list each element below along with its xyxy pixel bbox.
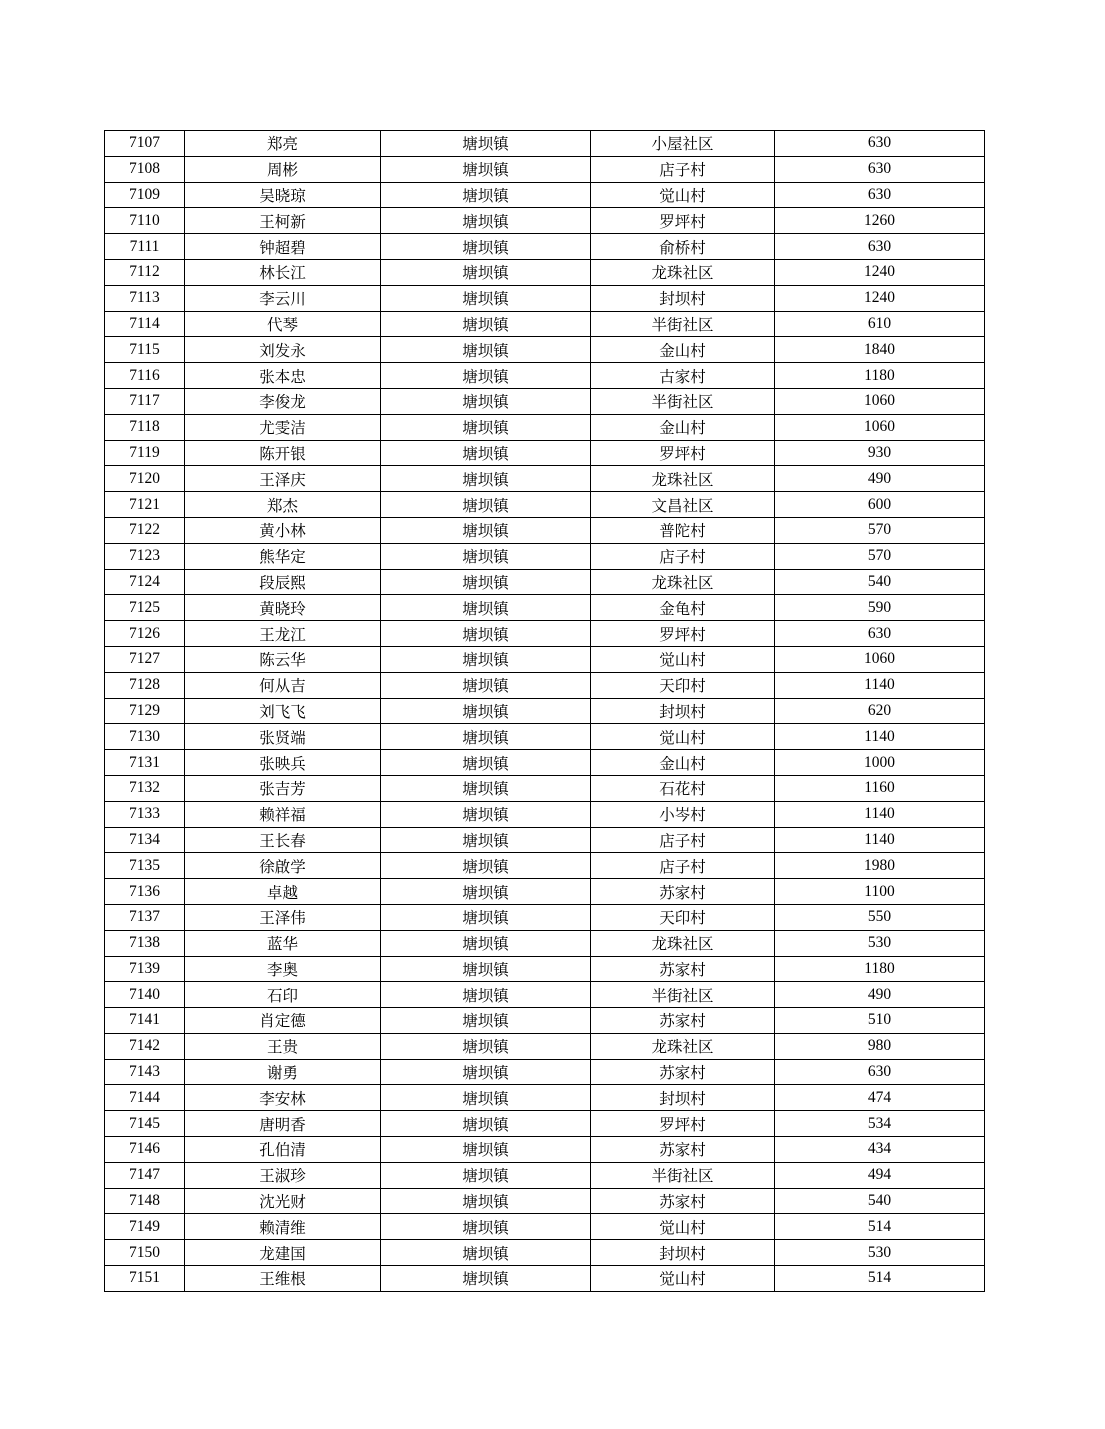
table-cell-name: 郑亮 bbox=[185, 131, 381, 157]
table-cell-id: 7111 bbox=[105, 234, 185, 260]
table-row bbox=[105, 698, 985, 724]
table-cell-town: 塘坝镇 bbox=[381, 930, 591, 956]
table-cell-name: 钟超碧 bbox=[185, 234, 381, 260]
table-cell-amount: 1180 bbox=[775, 363, 985, 389]
table-cell-village: 店子村 bbox=[591, 827, 775, 853]
table-cell-town: 塘坝镇 bbox=[381, 646, 591, 672]
table-cell-village: 半街社区 bbox=[591, 982, 775, 1008]
table-cell-id: 7120 bbox=[105, 466, 185, 492]
table-row bbox=[105, 156, 985, 182]
table-row bbox=[105, 363, 985, 389]
table-cell-amount: 980 bbox=[775, 1033, 985, 1059]
table-cell-village: 觉山村 bbox=[591, 646, 775, 672]
table-cell-id: 7130 bbox=[105, 724, 185, 750]
table-cell-town: 塘坝镇 bbox=[381, 234, 591, 260]
table-cell-village: 店子村 bbox=[591, 543, 775, 569]
table-cell-id: 7148 bbox=[105, 1188, 185, 1214]
table-cell-amount: 930 bbox=[775, 440, 985, 466]
table-cell-village: 半街社区 bbox=[591, 388, 775, 414]
table-cell-amount: 1240 bbox=[775, 285, 985, 311]
table-cell-village: 觉山村 bbox=[591, 1266, 775, 1292]
table-row bbox=[105, 621, 985, 647]
table-cell-id: 7151 bbox=[105, 1266, 185, 1292]
table-row bbox=[105, 1059, 985, 1085]
table-cell-name: 黄晓玲 bbox=[185, 595, 381, 621]
table-cell-amount: 570 bbox=[775, 517, 985, 543]
table-cell-town: 塘坝镇 bbox=[381, 827, 591, 853]
table-cell-town: 塘坝镇 bbox=[381, 569, 591, 595]
table-cell-id: 7108 bbox=[105, 156, 185, 182]
table-cell-amount: 1260 bbox=[775, 208, 985, 234]
table-cell-amount: 1240 bbox=[775, 259, 985, 285]
table-cell-amount: 530 bbox=[775, 930, 985, 956]
table-cell-amount: 494 bbox=[775, 1162, 985, 1188]
table-cell-town: 塘坝镇 bbox=[381, 440, 591, 466]
table-cell-name: 郑杰 bbox=[185, 492, 381, 518]
table-cell-id: 7142 bbox=[105, 1033, 185, 1059]
table-cell-town: 塘坝镇 bbox=[381, 1188, 591, 1214]
table-cell-id: 7126 bbox=[105, 621, 185, 647]
table-cell-village: 觉山村 bbox=[591, 182, 775, 208]
table-cell-id: 7118 bbox=[105, 414, 185, 440]
table-row bbox=[105, 311, 985, 337]
table-row bbox=[105, 982, 985, 1008]
table-row bbox=[105, 208, 985, 234]
table-cell-amount: 570 bbox=[775, 543, 985, 569]
table-cell-town: 塘坝镇 bbox=[381, 182, 591, 208]
table-cell-name: 张本忠 bbox=[185, 363, 381, 389]
table-cell-name: 陈开银 bbox=[185, 440, 381, 466]
table-cell-name: 李奥 bbox=[185, 956, 381, 982]
table-cell-village: 苏家村 bbox=[591, 956, 775, 982]
table-cell-name: 李安林 bbox=[185, 1085, 381, 1111]
table-cell-amount: 1180 bbox=[775, 956, 985, 982]
table-cell-town: 塘坝镇 bbox=[381, 285, 591, 311]
table-cell-id: 7150 bbox=[105, 1240, 185, 1266]
table-cell-id: 7107 bbox=[105, 131, 185, 157]
table-cell-id: 7127 bbox=[105, 646, 185, 672]
table-row bbox=[105, 595, 985, 621]
table-row bbox=[105, 492, 985, 518]
table-cell-amount: 630 bbox=[775, 182, 985, 208]
table-cell-name: 王维根 bbox=[185, 1266, 381, 1292]
table-cell-amount: 514 bbox=[775, 1266, 985, 1292]
table-row bbox=[105, 259, 985, 285]
table-cell-village: 店子村 bbox=[591, 853, 775, 879]
table-row bbox=[105, 234, 985, 260]
table-cell-id: 7112 bbox=[105, 259, 185, 285]
table-cell-town: 塘坝镇 bbox=[381, 1266, 591, 1292]
table-cell-amount: 1140 bbox=[775, 827, 985, 853]
table-cell-amount: 590 bbox=[775, 595, 985, 621]
table-cell-name: 蓝华 bbox=[185, 930, 381, 956]
table-row bbox=[105, 1240, 985, 1266]
table-cell-id: 7141 bbox=[105, 1008, 185, 1034]
table-cell-id: 7109 bbox=[105, 182, 185, 208]
table-cell-town: 塘坝镇 bbox=[381, 1137, 591, 1163]
table-row bbox=[105, 569, 985, 595]
table-row bbox=[105, 750, 985, 776]
table-cell-amount: 630 bbox=[775, 621, 985, 647]
table-cell-village: 龙珠社区 bbox=[591, 569, 775, 595]
table-row bbox=[105, 388, 985, 414]
table-cell-id: 7140 bbox=[105, 982, 185, 1008]
table-cell-amount: 630 bbox=[775, 156, 985, 182]
table-cell-name: 孔伯清 bbox=[185, 1137, 381, 1163]
table-row bbox=[105, 543, 985, 569]
table-cell-amount: 434 bbox=[775, 1137, 985, 1163]
table-cell-name: 李俊龙 bbox=[185, 388, 381, 414]
table-cell-amount: 600 bbox=[775, 492, 985, 518]
table-row bbox=[105, 517, 985, 543]
table-row bbox=[105, 956, 985, 982]
table-cell-amount: 630 bbox=[775, 234, 985, 260]
table-cell-village: 文昌社区 bbox=[591, 492, 775, 518]
table-cell-village: 金山村 bbox=[591, 414, 775, 440]
table-cell-town: 塘坝镇 bbox=[381, 466, 591, 492]
table-cell-village: 封坝村 bbox=[591, 285, 775, 311]
table-row bbox=[105, 646, 985, 672]
table-cell-id: 7122 bbox=[105, 517, 185, 543]
table-cell-id: 7121 bbox=[105, 492, 185, 518]
table-row bbox=[105, 1266, 985, 1292]
table-cell-id: 7125 bbox=[105, 595, 185, 621]
table-cell-village: 天印村 bbox=[591, 904, 775, 930]
table-cell-name: 尤雯洁 bbox=[185, 414, 381, 440]
table-cell-village: 苏家村 bbox=[591, 1188, 775, 1214]
table-cell-village: 苏家村 bbox=[591, 1137, 775, 1163]
table-cell-amount: 534 bbox=[775, 1111, 985, 1137]
table-cell-town: 塘坝镇 bbox=[381, 982, 591, 1008]
table-cell-village: 苏家村 bbox=[591, 1059, 775, 1085]
table-cell-town: 塘坝镇 bbox=[381, 311, 591, 337]
table-cell-id: 7128 bbox=[105, 672, 185, 698]
table-cell-amount: 1160 bbox=[775, 775, 985, 801]
table-row bbox=[105, 1214, 985, 1240]
table-cell-town: 塘坝镇 bbox=[381, 414, 591, 440]
table-row bbox=[105, 853, 985, 879]
table-cell-town: 塘坝镇 bbox=[381, 853, 591, 879]
table-cell-village: 金山村 bbox=[591, 750, 775, 776]
table-cell-name: 周彬 bbox=[185, 156, 381, 182]
table-cell-name: 吴晓琼 bbox=[185, 182, 381, 208]
table-cell-name: 张映兵 bbox=[185, 750, 381, 776]
table-row bbox=[105, 440, 985, 466]
table-cell-village: 金山村 bbox=[591, 337, 775, 363]
table-cell-town: 塘坝镇 bbox=[381, 904, 591, 930]
table-cell-town: 塘坝镇 bbox=[381, 388, 591, 414]
table-cell-town: 塘坝镇 bbox=[381, 156, 591, 182]
table-cell-amount: 514 bbox=[775, 1214, 985, 1240]
table-cell-id: 7114 bbox=[105, 311, 185, 337]
table-cell-name: 王龙江 bbox=[185, 621, 381, 647]
table-row bbox=[105, 775, 985, 801]
table-cell-name: 林长江 bbox=[185, 259, 381, 285]
table-cell-name: 赖清维 bbox=[185, 1214, 381, 1240]
table-cell-village: 小屋社区 bbox=[591, 131, 775, 157]
table-cell-id: 7139 bbox=[105, 956, 185, 982]
table-cell-village: 龙珠社区 bbox=[591, 1033, 775, 1059]
table-cell-amount: 490 bbox=[775, 466, 985, 492]
table-cell-town: 塘坝镇 bbox=[381, 363, 591, 389]
table-cell-name: 张贤端 bbox=[185, 724, 381, 750]
data-table bbox=[104, 130, 985, 1292]
table-cell-id: 7134 bbox=[105, 827, 185, 853]
table-row bbox=[105, 801, 985, 827]
table-cell-village: 罗坪村 bbox=[591, 621, 775, 647]
table-cell-name: 王淑珍 bbox=[185, 1162, 381, 1188]
table-cell-name: 王长春 bbox=[185, 827, 381, 853]
table-cell-name: 陈云华 bbox=[185, 646, 381, 672]
document-page bbox=[104, 130, 985, 1292]
table-row bbox=[105, 1137, 985, 1163]
table-cell-village: 俞桥村 bbox=[591, 234, 775, 260]
table-cell-town: 塘坝镇 bbox=[381, 543, 591, 569]
table-cell-town: 塘坝镇 bbox=[381, 1111, 591, 1137]
table-cell-village: 龙珠社区 bbox=[591, 466, 775, 492]
table-row bbox=[105, 1085, 985, 1111]
table-cell-town: 塘坝镇 bbox=[381, 1059, 591, 1085]
table-cell-town: 塘坝镇 bbox=[381, 208, 591, 234]
table-cell-town: 塘坝镇 bbox=[381, 131, 591, 157]
table-cell-amount: 1060 bbox=[775, 646, 985, 672]
table-row bbox=[105, 1033, 985, 1059]
table-row bbox=[105, 285, 985, 311]
table-cell-village: 半街社区 bbox=[591, 311, 775, 337]
table-cell-id: 7149 bbox=[105, 1214, 185, 1240]
table-cell-name: 唐明香 bbox=[185, 1111, 381, 1137]
table-cell-village: 苏家村 bbox=[591, 879, 775, 905]
table-cell-name: 刘发永 bbox=[185, 337, 381, 363]
table-cell-name: 赖祥福 bbox=[185, 801, 381, 827]
table-cell-town: 塘坝镇 bbox=[381, 1033, 591, 1059]
table-cell-id: 7110 bbox=[105, 208, 185, 234]
table-cell-name: 段辰熙 bbox=[185, 569, 381, 595]
table-cell-village: 罗坪村 bbox=[591, 208, 775, 234]
table-cell-name: 黄小林 bbox=[185, 517, 381, 543]
table-row bbox=[105, 1111, 985, 1137]
table-cell-name: 王泽庆 bbox=[185, 466, 381, 492]
table-cell-id: 7135 bbox=[105, 853, 185, 879]
table-cell-id: 7131 bbox=[105, 750, 185, 776]
table-cell-town: 塘坝镇 bbox=[381, 259, 591, 285]
table-row bbox=[105, 724, 985, 750]
table-cell-amount: 550 bbox=[775, 904, 985, 930]
table-cell-village: 金龟村 bbox=[591, 595, 775, 621]
table-cell-village: 小岑村 bbox=[591, 801, 775, 827]
table-cell-name: 王贵 bbox=[185, 1033, 381, 1059]
table-cell-amount: 490 bbox=[775, 982, 985, 1008]
table-cell-town: 塘坝镇 bbox=[381, 672, 591, 698]
table-cell-amount: 1980 bbox=[775, 853, 985, 879]
table-cell-id: 7129 bbox=[105, 698, 185, 724]
table-cell-amount: 1140 bbox=[775, 724, 985, 750]
table-cell-name: 李云川 bbox=[185, 285, 381, 311]
table-row bbox=[105, 672, 985, 698]
table-cell-village: 觉山村 bbox=[591, 1214, 775, 1240]
table-cell-id: 7132 bbox=[105, 775, 185, 801]
table-cell-id: 7123 bbox=[105, 543, 185, 569]
table-cell-id: 7138 bbox=[105, 930, 185, 956]
table-cell-town: 塘坝镇 bbox=[381, 1162, 591, 1188]
table-cell-amount: 1060 bbox=[775, 414, 985, 440]
table-cell-id: 7113 bbox=[105, 285, 185, 311]
table-cell-village: 封坝村 bbox=[591, 1085, 775, 1111]
table-cell-name: 王泽伟 bbox=[185, 904, 381, 930]
table-row bbox=[105, 182, 985, 208]
table-cell-name: 王柯新 bbox=[185, 208, 381, 234]
table-cell-town: 塘坝镇 bbox=[381, 1085, 591, 1111]
table-cell-village: 古家村 bbox=[591, 363, 775, 389]
table-cell-village: 罗坪村 bbox=[591, 440, 775, 466]
table-cell-amount: 620 bbox=[775, 698, 985, 724]
table-cell-village: 觉山村 bbox=[591, 724, 775, 750]
table-cell-town: 塘坝镇 bbox=[381, 621, 591, 647]
table-row bbox=[105, 1188, 985, 1214]
table-cell-name: 卓越 bbox=[185, 879, 381, 905]
table-row bbox=[105, 414, 985, 440]
table-cell-name: 龙建国 bbox=[185, 1240, 381, 1266]
table-cell-id: 7145 bbox=[105, 1111, 185, 1137]
table-cell-name: 肖定德 bbox=[185, 1008, 381, 1034]
table-cell-id: 7115 bbox=[105, 337, 185, 363]
table-cell-town: 塘坝镇 bbox=[381, 956, 591, 982]
table-cell-town: 塘坝镇 bbox=[381, 337, 591, 363]
table-cell-id: 7117 bbox=[105, 388, 185, 414]
table-cell-amount: 510 bbox=[775, 1008, 985, 1034]
table-cell-village: 封坝村 bbox=[591, 1240, 775, 1266]
table-cell-id: 7119 bbox=[105, 440, 185, 466]
table-cell-town: 塘坝镇 bbox=[381, 750, 591, 776]
table-cell-village: 半街社区 bbox=[591, 1162, 775, 1188]
table-cell-amount: 474 bbox=[775, 1085, 985, 1111]
table-cell-id: 7137 bbox=[105, 904, 185, 930]
table-cell-amount: 1060 bbox=[775, 388, 985, 414]
table-cell-town: 塘坝镇 bbox=[381, 801, 591, 827]
table-cell-name: 徐啟学 bbox=[185, 853, 381, 879]
table-cell-town: 塘坝镇 bbox=[381, 775, 591, 801]
table-cell-id: 7133 bbox=[105, 801, 185, 827]
table-row bbox=[105, 1162, 985, 1188]
table-cell-id: 7143 bbox=[105, 1059, 185, 1085]
table-cell-id: 7116 bbox=[105, 363, 185, 389]
table-cell-name: 熊华定 bbox=[185, 543, 381, 569]
table-cell-name: 刘飞飞 bbox=[185, 698, 381, 724]
table-cell-town: 塘坝镇 bbox=[381, 492, 591, 518]
table-cell-amount: 1840 bbox=[775, 337, 985, 363]
table-cell-village: 普陀村 bbox=[591, 517, 775, 543]
table-cell-village: 龙珠社区 bbox=[591, 259, 775, 285]
table-cell-village: 罗坪村 bbox=[591, 1111, 775, 1137]
table-cell-amount: 540 bbox=[775, 1188, 985, 1214]
table-cell-amount: 1000 bbox=[775, 750, 985, 776]
table-cell-amount: 530 bbox=[775, 1240, 985, 1266]
table-cell-town: 塘坝镇 bbox=[381, 698, 591, 724]
table-cell-amount: 540 bbox=[775, 569, 985, 595]
table-row bbox=[105, 904, 985, 930]
table-cell-town: 塘坝镇 bbox=[381, 517, 591, 543]
table-cell-village: 封坝村 bbox=[591, 698, 775, 724]
table-cell-name: 石印 bbox=[185, 982, 381, 1008]
table-cell-id: 7136 bbox=[105, 879, 185, 905]
table-cell-name: 张吉芳 bbox=[185, 775, 381, 801]
table-cell-amount: 1100 bbox=[775, 879, 985, 905]
table-body bbox=[105, 131, 985, 1292]
table-cell-town: 塘坝镇 bbox=[381, 1008, 591, 1034]
table-cell-name: 沈光财 bbox=[185, 1188, 381, 1214]
table-cell-town: 塘坝镇 bbox=[381, 1214, 591, 1240]
table-cell-village: 店子村 bbox=[591, 156, 775, 182]
table-row bbox=[105, 827, 985, 853]
table-cell-town: 塘坝镇 bbox=[381, 879, 591, 905]
table-cell-amount: 1140 bbox=[775, 672, 985, 698]
table-cell-amount: 1140 bbox=[775, 801, 985, 827]
table-cell-village: 石花村 bbox=[591, 775, 775, 801]
table-cell-id: 7124 bbox=[105, 569, 185, 595]
table-cell-village: 苏家村 bbox=[591, 1008, 775, 1034]
table-cell-name: 代琴 bbox=[185, 311, 381, 337]
table-row bbox=[105, 930, 985, 956]
table-cell-amount: 610 bbox=[775, 311, 985, 337]
table-cell-id: 7144 bbox=[105, 1085, 185, 1111]
table-row bbox=[105, 131, 985, 157]
table-row bbox=[105, 879, 985, 905]
table-cell-id: 7147 bbox=[105, 1162, 185, 1188]
table-cell-village: 天印村 bbox=[591, 672, 775, 698]
table-cell-town: 塘坝镇 bbox=[381, 724, 591, 750]
table-cell-village: 龙珠社区 bbox=[591, 930, 775, 956]
table-cell-name: 谢勇 bbox=[185, 1059, 381, 1085]
table-cell-town: 塘坝镇 bbox=[381, 595, 591, 621]
table-cell-name: 何从吉 bbox=[185, 672, 381, 698]
table-cell-amount: 630 bbox=[775, 1059, 985, 1085]
table-row bbox=[105, 466, 985, 492]
table-row bbox=[105, 337, 985, 363]
table-cell-id: 7146 bbox=[105, 1137, 185, 1163]
table-cell-town: 塘坝镇 bbox=[381, 1240, 591, 1266]
table-cell-amount: 630 bbox=[775, 131, 985, 157]
table-row bbox=[105, 1008, 985, 1034]
